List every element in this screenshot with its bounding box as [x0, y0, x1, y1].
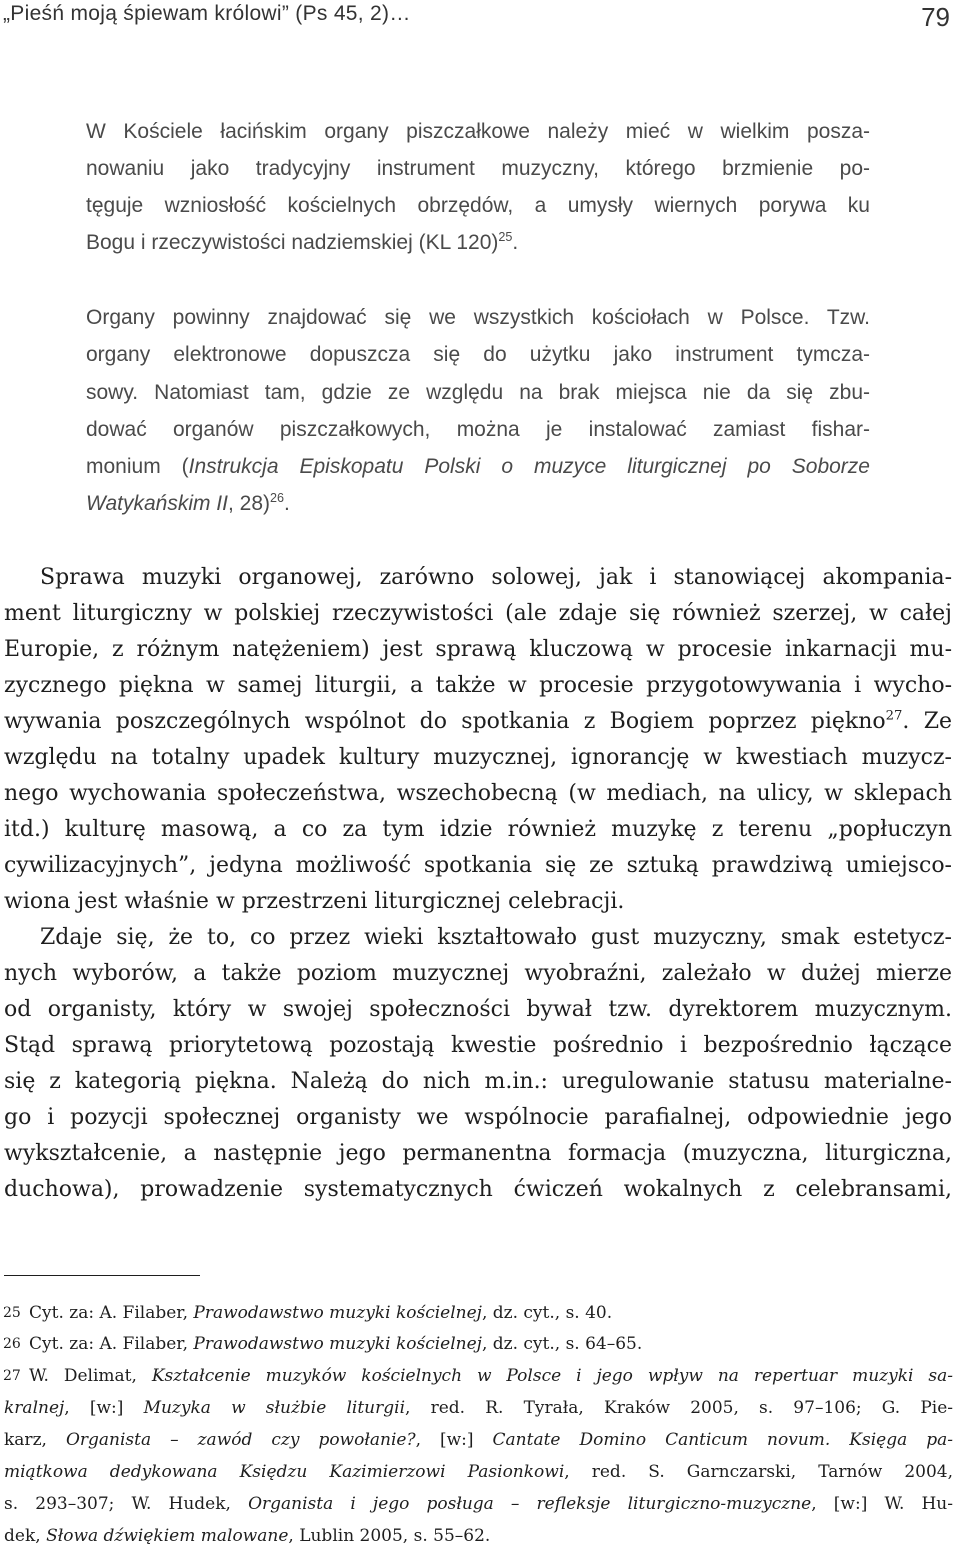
body-line: duchowa), prowadzenie systematycznych ćwiczeń wokalnych z celebransami,: [4, 1177, 952, 1202]
quote-line: sowy. Natomiast tam, gdzie ze względu na brak miejsca nie da się zbu-: [86, 381, 870, 404]
footnote-title-italic: kralnej: [4, 1398, 65, 1418]
quote-title-italic: Watykańskim II: [86, 492, 228, 515]
footnote-number: 25: [3, 1305, 21, 1321]
footnote-separator: [4, 1275, 200, 1276]
body-line: ment liturgiczny w polskiej rzeczywistości (ale zdaje się również szerzej, w całej: [4, 601, 952, 626]
running-head: „Pieśń moją śpiewam królowi” (Ps 45, 2)…: [3, 2, 411, 25]
footnote-text: Cyt. za: A. Filaber,: [29, 1303, 194, 1323]
footnote-title-italic: Kształcenie muzyków kościelnych w Polsce i jego wpływ na repertuar muzyki sa-: [151, 1366, 953, 1386]
quote-line: nowaniu jako tradycyjny instrument muzyczny, którego brzmienie po-: [86, 157, 870, 180]
footnote-title-italic: Organista – zawód czy powołanie?: [65, 1430, 416, 1450]
footnote-27-line: [4, 1398, 953, 1418]
body-line: Stąd sprawą priorytetową pozostają kwestie pośrednio i bezpośrednio łączące: [4, 1033, 952, 1058]
footnote-text: , red. S. Garnczarski, Tarnów 2004,: [564, 1462, 953, 1482]
footnote-text: Cyt. za: A. Filaber,: [29, 1334, 194, 1354]
footnote-title-italic: Słowa dźwiękiem malowane: [46, 1526, 289, 1546]
footnote-title-italic: Cantate Domino Canticum novum. Księga pa-: [492, 1430, 953, 1450]
quote-text: monium (: [86, 455, 189, 478]
footnote-26: [29, 1334, 953, 1354]
quote-line: [86, 231, 870, 255]
body-text: . Ze: [902, 709, 952, 734]
footnote-25: [29, 1303, 953, 1323]
quote-line: organy elektronowe dopuszcza się do użytku jako instrument tymcza-: [86, 343, 870, 366]
footnote-title-italic: Prawodawstwo muzyki kościelnej: [193, 1303, 482, 1323]
footnote-27-line: [4, 1430, 953, 1450]
body-text: wywania poszczególnych wspólnot do spotkania z Bogiem poprzez piękno: [4, 709, 886, 734]
quote-line: tęguje wzniosłość kościelnych obrzędów, a umysły wiernych porywa ku: [86, 194, 870, 217]
footnote-text: dek,: [4, 1526, 47, 1546]
footnote-27-line: [4, 1526, 953, 1546]
quote-line: Organy powinny znajdować się we wszystkich kościołach w Polsce. Tzw.: [86, 306, 870, 329]
body-line: nych wyborów, a także poziom muzycznej wyobraźni, zależało w dużej mierze: [4, 961, 952, 986]
quote-line: [86, 492, 870, 516]
footnote-title-italic: miątkowa dedykowana Księdzu Kazimierzowi Pasionkowi: [4, 1462, 565, 1482]
footnote-number: 27: [3, 1368, 21, 1384]
footnote-text: , red. R. Tyrała, Kraków 2005, s. 97–106; G. Pie-: [405, 1398, 953, 1418]
body-line: się z kategorią piękna. Należą do nich m.in.: uregulowanie statusu materialne-: [4, 1069, 952, 1094]
footnote-27-line: [4, 1462, 953, 1482]
footnote-text: , dz. cyt., s. 64–65.: [481, 1334, 643, 1354]
footnote-ref-27[interactable]: 27: [885, 708, 903, 724]
quote-line: [86, 455, 870, 479]
body-line: zycznego piękna w samej liturgii, a także w procesie przygotowywania i wycho-: [4, 673, 952, 698]
body-line: Zdaje się, że to, co przez wieki kształtowało gust muzyczny, smak estetycz-: [40, 925, 952, 950]
body-line: od organisty, który w swojej społeczności bywał tzw. dyrektorem muzycznym.: [4, 997, 952, 1022]
footnote-text: , Lublin 2005, s. 55–62.: [288, 1526, 491, 1546]
quote-title-italic: Instrukcja Episkopatu Polski o muzyce liturgicznej po Soborze: [188, 455, 870, 478]
body-line: wiona jest właśnie w przestrzeni liturgicznej celebracji.: [4, 889, 625, 914]
footnote-title-italic: Prawodawstwo muzyki kościelnej: [193, 1334, 482, 1354]
quote-text: .: [284, 492, 290, 515]
footnote-text: , [w:] W. Hu-: [811, 1494, 953, 1514]
footnote-title-italic: Organista i jego posługa – refleksje liturgiczno-muzyczne: [248, 1494, 812, 1514]
body-line: Europie, z różnym natężeniem) jest sprawą kluczową w procesie inkarnacji mu-: [4, 637, 952, 662]
body-line: [4, 709, 952, 734]
footnote-text: , dz. cyt., s. 40.: [481, 1303, 613, 1323]
quote-text: , 28): [227, 492, 271, 515]
page-number: 79: [921, 2, 950, 32]
body-line: go i pozycji społecznej organisty we wspólnocie parafialnej, odpowiednie jego: [4, 1105, 952, 1130]
body-line: względu na totalny upadek kultury muzycznej, ignorancję w kwestiach muzycz-: [4, 745, 952, 770]
body-line: nego wychowania społeczeństwa, wszechobecną (w mediach, na ulicy, w sklepach: [4, 781, 952, 806]
quote-text: Bogu i rzeczywistości nadziemskiej (KL 120): [86, 231, 499, 254]
footnote-text: s. 293–307; W. Hudek,: [4, 1494, 249, 1514]
footnote-text: karz,: [4, 1430, 66, 1450]
footnote-ref-26[interactable]: 26: [270, 491, 285, 505]
footnote-text: W. Delimat,: [29, 1366, 152, 1386]
footnote-ref-25[interactable]: 25: [498, 230, 513, 244]
body-line: wykształcenie, a następnie jego permanentna formacja (muzyczna, liturgiczna,: [4, 1141, 952, 1166]
footnote-title-italic: Muzyka w służbie liturgii: [143, 1398, 406, 1418]
quote-line: W Kościele łacińskim organy piszczałkowe należy mieć w wielkim posza-: [86, 120, 870, 143]
quote-line: dować organów piszczałkowych, można je instalować zamiast fishar-: [86, 418, 870, 441]
footnote-27-line: [4, 1494, 953, 1514]
body-line: Sprawa muzyki organowej, zarówno solowej, jak i stanowiącej akompania-: [40, 565, 952, 590]
body-line: itd.) kulturę masową, a co za tym idzie również muzykę z terenu „popłuczyn: [4, 817, 952, 842]
footnote-text: , [w:]: [64, 1398, 144, 1418]
quote-text: .: [512, 231, 519, 254]
body-line: cywilizacyjnych”, jedyna możliwość spotkania się ze sztuką prawdziwą umiejsco-: [4, 853, 952, 878]
footnote-27-line: [29, 1366, 953, 1386]
footnote-number: 26: [3, 1336, 21, 1352]
footnote-text: , [w:]: [415, 1430, 493, 1450]
